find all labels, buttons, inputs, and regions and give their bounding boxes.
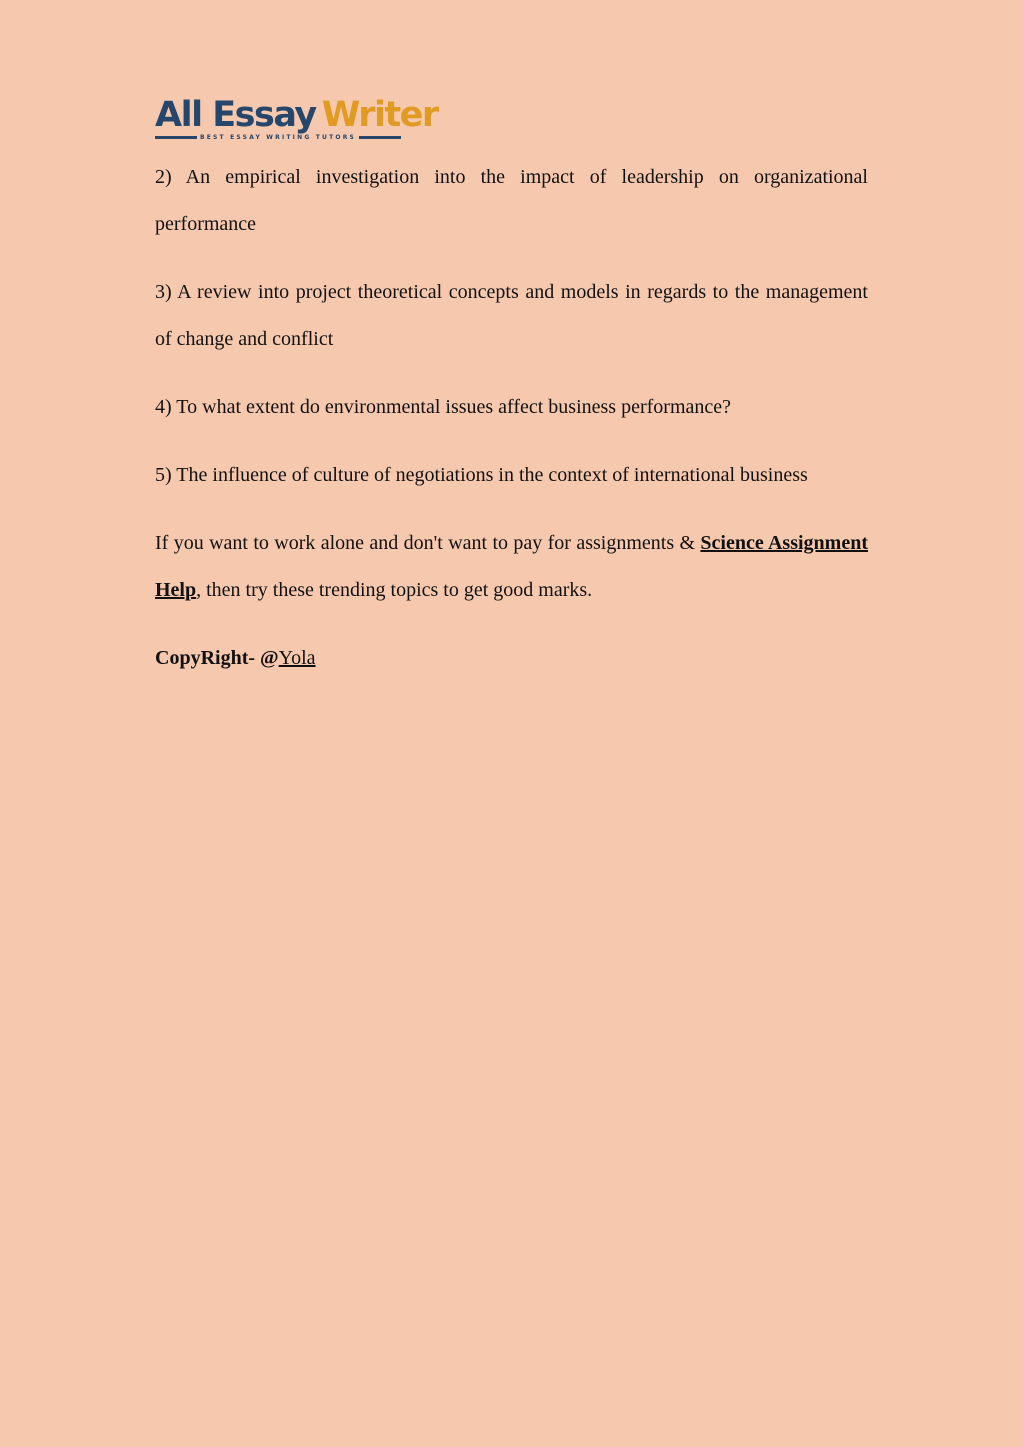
logo-tagline-text: BEST ESSAY WRITING TUTORS bbox=[199, 134, 357, 141]
closing-text-before: If you want to work alone and don't want to pay for assignments & bbox=[155, 532, 701, 554]
document-page bbox=[155, 96, 868, 682]
logo-tagline bbox=[155, 134, 401, 141]
science-assignment-help-link[interactable]: Science Assignment Help bbox=[155, 532, 868, 601]
topic-item-3: 3) A review into project theoretical concepts and models in regards to the management of change and conflict bbox=[155, 281, 868, 350]
logo-wordmark bbox=[155, 95, 438, 135]
topic-item-5: 5) The influence of culture of negotiations in the context of international business bbox=[155, 464, 808, 486]
copyright-line bbox=[155, 635, 868, 682]
closing-paragraph bbox=[155, 520, 868, 614]
topic-item-2: 2) An empirical investigation into the impact of leadership on organizational performance bbox=[155, 166, 868, 235]
topic-item-4: 4) To what extent do environmental issues affect business performance? bbox=[155, 396, 732, 418]
logo-part-accent: Writer bbox=[321, 95, 438, 135]
logo-part-primary: All Essay bbox=[155, 95, 316, 135]
logo-rule-left bbox=[155, 136, 197, 139]
yola-link[interactable]: Yola bbox=[278, 647, 316, 669]
logo-rule-right bbox=[359, 136, 401, 139]
closing-text-after: , then try these trending topics to get good marks. bbox=[196, 579, 593, 601]
copyright-label: CopyRight- @ bbox=[155, 647, 279, 669]
brand-logo[interactable] bbox=[155, 95, 438, 148]
